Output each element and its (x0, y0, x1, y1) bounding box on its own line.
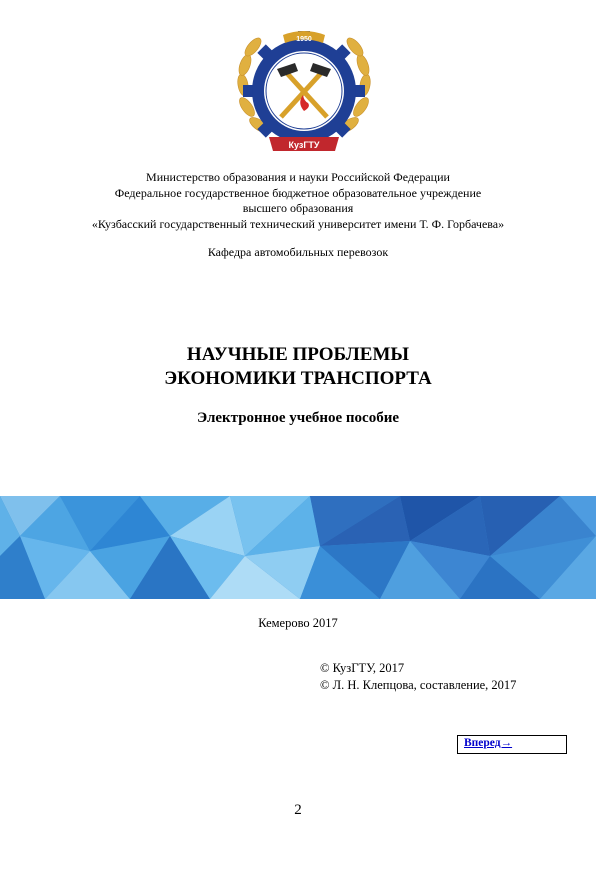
emblem-year: 1950 (296, 36, 312, 43)
ministry-line: высшего образования (242, 201, 354, 215)
page-number: 2 (294, 802, 302, 818)
ministry-line: Министерство образования и науки Российской Федерации (146, 170, 450, 184)
title-line: НАУЧНЫЕ ПРОБЛЕМЫ (186, 344, 410, 365)
ministry-line: Федеральное государственное бюджетное образовательное учреждение (114, 185, 482, 200)
copyright-block (320, 660, 516, 694)
copyright-line: © Л. Н. Клепцова, составление, 2017 (320, 678, 517, 692)
city-year: Кемерово 2017 (258, 616, 338, 630)
ministry-header (0, 170, 596, 232)
document-title (0, 343, 596, 391)
university-emblem-logo (231, 19, 377, 165)
title-line: ЭКОНОМИКИ ТРАНСПОРТА (164, 368, 432, 389)
department-name: Кафедра автомобильных перевозок (207, 245, 389, 259)
copyright-line: © КузГТУ, 2017 (320, 661, 405, 675)
document-subtitle: Электронное учебное пособие (196, 410, 400, 426)
forward-link[interactable]: Вперед→ (464, 737, 513, 749)
forward-nav-box (457, 735, 567, 754)
emblem-banner-text: КузГТУ (288, 140, 320, 150)
ministry-line: «Кузбасский государственный технический университет имени Т. Ф. Горбачева» (91, 216, 505, 231)
decorative-polygon-banner (0, 496, 596, 599)
